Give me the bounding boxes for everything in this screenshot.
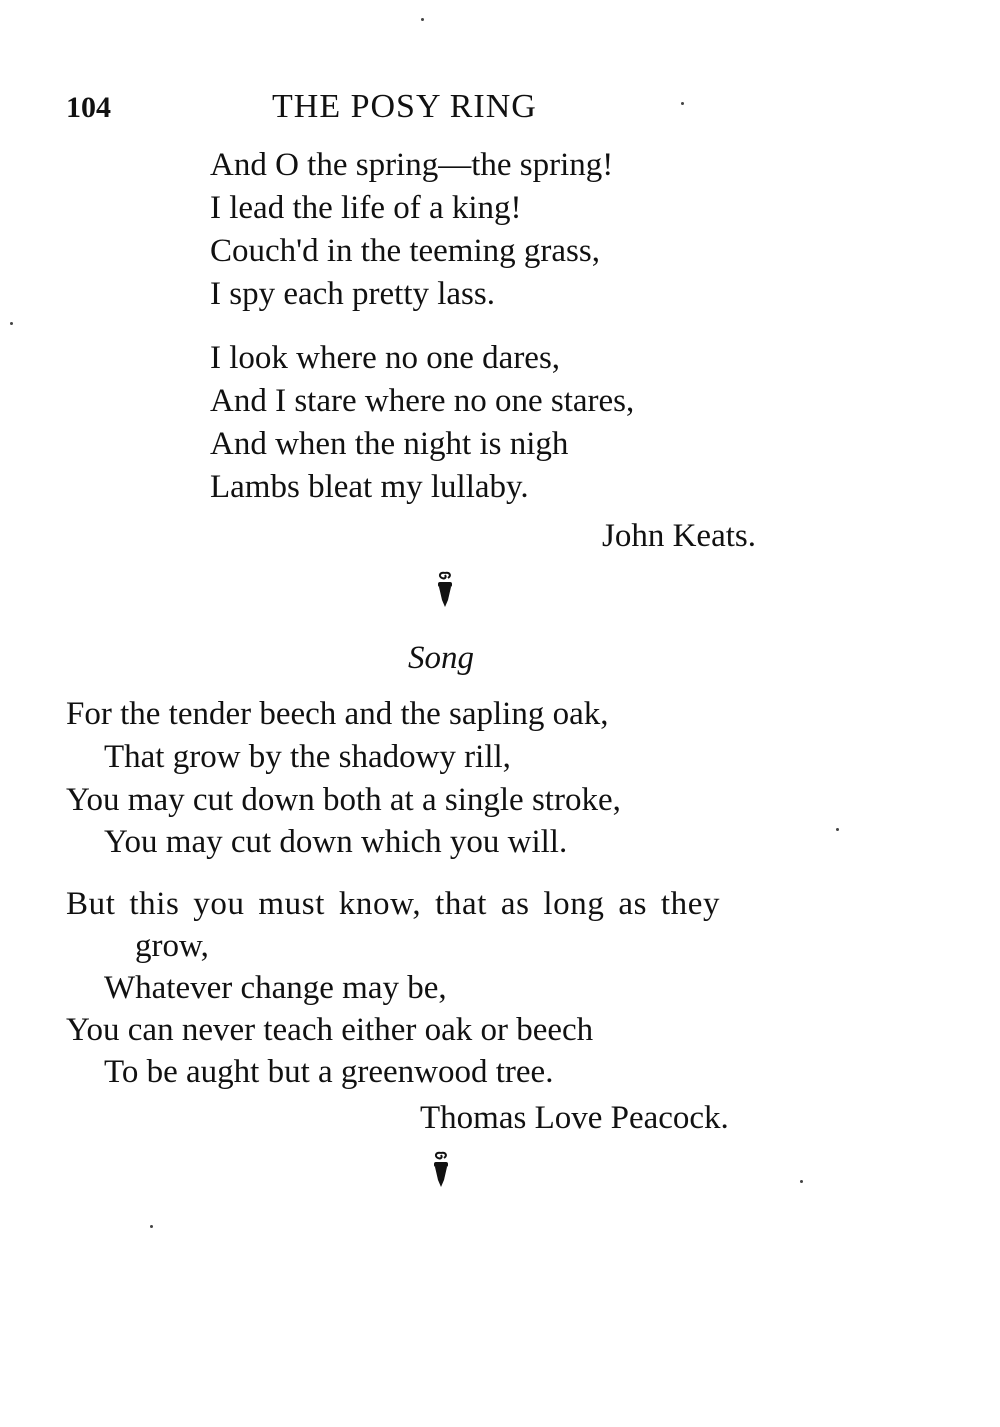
poem2-stanza1-line4: You may cut down which you will.: [104, 824, 568, 860]
scan-speck: [836, 828, 839, 831]
poem2-stanza2-line3: You can never teach either oak or beech: [66, 1012, 594, 1048]
poem1-stanza1-line4: I spy each pretty lass.: [210, 276, 495, 312]
scan-speck: [421, 18, 424, 21]
acorn-ornament-icon: [429, 1150, 453, 1190]
poem1-stanza1-line2: I lead the life of a king!: [210, 190, 522, 226]
scan-speck: [10, 322, 13, 325]
scan-speck: [150, 1225, 153, 1228]
poem1-stanza1-line3: Couch'd in the teeming grass,: [210, 233, 600, 269]
poem1-stanza2-line1: I look where no one dares,: [210, 340, 561, 376]
poem2-stanza2-line2: Whatever change may be,: [104, 970, 447, 1006]
poem1-stanza1-line1: And O the spring—the spring!: [210, 147, 614, 183]
poem2-stanza2-line4: To be aught but a greenwood tree.: [104, 1054, 554, 1090]
poem2-stanza1-line1: For the tender beech and the sapling oak,: [66, 696, 609, 732]
poem1-stanza2-line2: And I stare where no one stares,: [210, 383, 635, 419]
poem1-author: John Keats.: [602, 518, 756, 554]
poem2-stanza1-line2: That grow by the shadowy rill,: [104, 739, 511, 775]
poem2-title: Song: [408, 640, 474, 676]
poem1-stanza2-line3: And when the night is nigh: [210, 426, 569, 462]
scan-speck: [681, 102, 684, 105]
running-title: THE POSY RING: [272, 88, 537, 125]
acorn-ornament-icon: [433, 570, 457, 610]
page-number: 104: [66, 91, 111, 124]
poem2-stanza2-line1-cont: grow,: [135, 928, 209, 964]
poem1-stanza2-line4: Lambs bleat my lullaby.: [210, 469, 529, 505]
poem2-author: Thomas Love Peacock.: [420, 1100, 729, 1136]
scan-speck: [800, 1180, 803, 1183]
poem2-stanza2-line1: But this you must know, that as long as they: [66, 886, 721, 922]
poem2-stanza1-line3: You may cut down both at a single stroke,: [66, 782, 621, 818]
